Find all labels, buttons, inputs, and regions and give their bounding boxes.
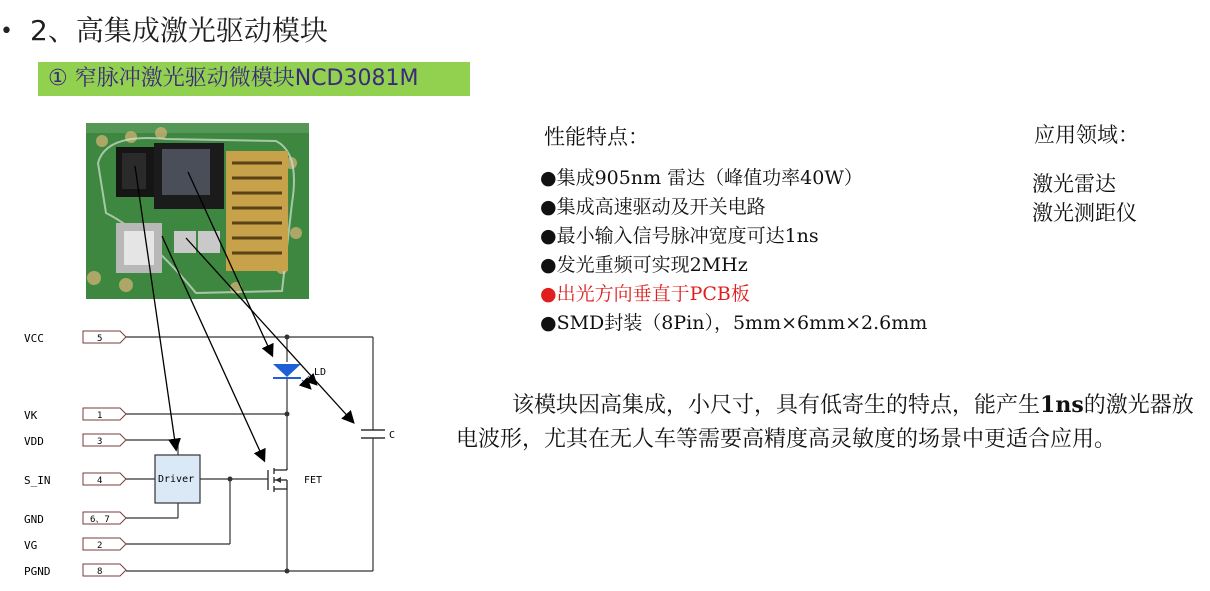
pin-label-pgnd: PGND	[24, 565, 51, 578]
pin-tag-2	[83, 538, 126, 550]
description-paragraph	[456, 388, 1196, 457]
pin-tag-4	[83, 473, 126, 485]
pin-label-vg: VG	[24, 539, 38, 552]
pin-number-1: 1	[97, 411, 103, 421]
laser-diode	[273, 364, 301, 377]
pin-number-2: 2	[97, 541, 103, 551]
fet-label: FET	[304, 475, 323, 486]
pin-label-gnd: GND	[24, 513, 44, 526]
pin-label-vk: VK	[24, 409, 38, 422]
circuit-wires	[126, 337, 373, 571]
pin-number-3: 3	[97, 437, 103, 447]
pin-label-s-in: S_IN	[24, 474, 51, 487]
feature-item: ●SMD封装（8Pin），5mm×6mm×2.6mm	[540, 312, 928, 334]
description-prefix: 该模块因高集成，小尺寸，具有低寄生的特点，能产生	[512, 393, 1041, 418]
pin-label-vdd: VDD	[24, 435, 44, 448]
description-bold: 1ns	[1040, 392, 1084, 418]
pin-number-5: 5	[97, 334, 103, 344]
feature-item: ●集成905nm 雷达（峰值功率40W）	[540, 167, 863, 189]
application-item: 激光雷达	[1032, 172, 1116, 196]
feature-item: ●最小输入信号脉冲宽度可达1ns	[540, 225, 819, 247]
pin-tag-1	[83, 408, 126, 420]
slide-title: 2、高集成激光驱动模块	[30, 14, 328, 47]
application-item: 激光测距仪	[1032, 201, 1137, 225]
ld-label: LD	[314, 367, 327, 378]
driver-label: Driver	[158, 474, 195, 485]
pin-number-8: 8	[97, 567, 103, 577]
description-suffix: 的激光器放电波形，尤其在无人车等需要高精度高灵敏度的场景中更适合应用。	[456, 393, 1194, 452]
applications-title: 应用领域：	[1034, 123, 1139, 147]
pin-number-4: 4	[97, 476, 103, 486]
pin-tag-3	[83, 434, 126, 446]
subtitle-text: ① 窄脉冲激光驱动微模块NCD3081M	[48, 66, 419, 91]
feature-item: ●集成高速驱动及开关电路	[540, 196, 766, 218]
pin-label-vcc: VCC	[24, 332, 44, 345]
pin-tag-8	[83, 564, 126, 576]
features-title: 性能特点：	[544, 125, 649, 149]
features-list	[540, 164, 927, 338]
feature-item: ●发光重频可实现2MHz	[540, 254, 748, 276]
feature-item-highlight: ●出光方向垂直于PCB板	[540, 283, 750, 305]
pin-number-6-7: 6、7	[90, 515, 110, 525]
pointer-arrows	[135, 166, 353, 460]
cap-label: C	[389, 430, 396, 441]
pin-tag-5	[83, 331, 126, 343]
title-bullet: •	[0, 19, 13, 44]
applications-list	[1032, 170, 1137, 228]
